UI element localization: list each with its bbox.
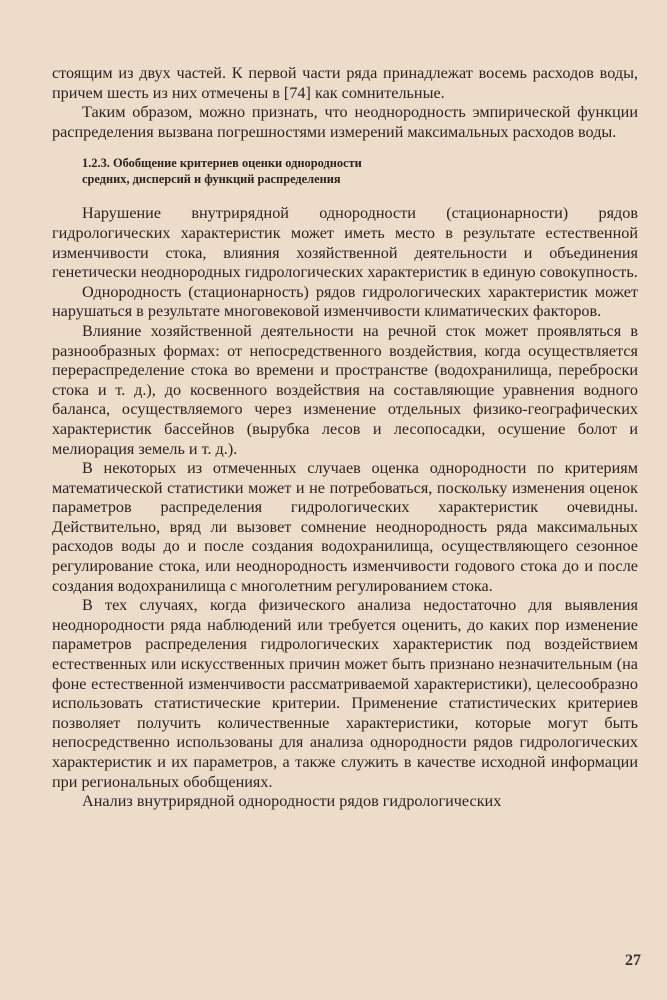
section-heading-line: средних, дисперсий и функций распределения bbox=[82, 171, 341, 186]
page-body bbox=[52, 64, 638, 812]
paragraph: В некоторых из отмеченных случаев оценка однородности по критериям математической статистики может и не потребоваться, поскольку изменения оценок параметров распределения гидрологических характеристик очевидны. Действительно, вряд ли вызовет сомнение неоднородность ряда максимальных расходов воды до и после создания водохранилища, осуществляющего сезонное регулирование стока, или неоднородность изменчивости годового стока до и после создания водохранилища с многолетним регулированием стока. bbox=[52, 459, 638, 595]
paragraph: Влияние хозяйственной деятельности на речной сток может проявляться в разнообразных формах: от непосредственного воздействия, когда осуществляется перераспределение стока во времени и пространстве (водохранилища, переброски стока и т. д.), до косвенного воздействия на составляющие уравнения водного баланса, осуществляемого через изменение отдельных физико-географических характеристик бассейнов (вырубка лесов и лесопосадки, осушение болот и мелиорация земель и т. д.). bbox=[52, 321, 638, 458]
paragraph: Анализ внутрирядной однородности рядов гидрологических bbox=[82, 792, 502, 811]
section-heading bbox=[82, 156, 638, 187]
paragraph: Нарушение внутрирядной однородности (стационарности) рядов гидрологических характеристик может иметь место в результате естественной изменчивости стока, влияния хозяйственной деятельности и объединения генетически неоднородных гидрологических характеристик в единую совокупность. bbox=[52, 204, 638, 282]
paragraph: стоящим из двух частей. К первой части ряда принадлежат восемь расходов воды, причем шесть из них отмечены в [74] как сомнительные. bbox=[52, 64, 638, 102]
paragraph: В тех случаях, когда физического анализа недостаточно для выявления неоднородности ряда наблюдений или требуется оценить, до каких пор изменение параметров распределения гидрологических характеристик под воздействием естественных или искусственных причин может быть признано незначительным (на фоне естественной изменчивости рассматриваемой характеристики), целесообразно использовать статистические критерии. Применение статистических критериев позволяет получить количественные характеристики, которые могут быть непосредственно использованы для анализа однородности рядов гидрологических характеристик и их параметров, а также служить в качестве исходной информации при региональных обобщениях. bbox=[52, 596, 638, 791]
paragraph: Однородность (стационарность) рядов гидрологических характеристик может нарушаться в результате многовековой изменчивости климатических факторов. bbox=[52, 282, 638, 321]
page-number: 27 bbox=[625, 952, 641, 969]
paragraph: Таким образом, можно признать, что неоднородность эмпирической функции распределения вызвана погрешностями измерений максимальных расходов воды. bbox=[52, 103, 638, 141]
section-heading-line: 1.2.3. Обобщение критериев оценки однородности bbox=[82, 156, 362, 171]
